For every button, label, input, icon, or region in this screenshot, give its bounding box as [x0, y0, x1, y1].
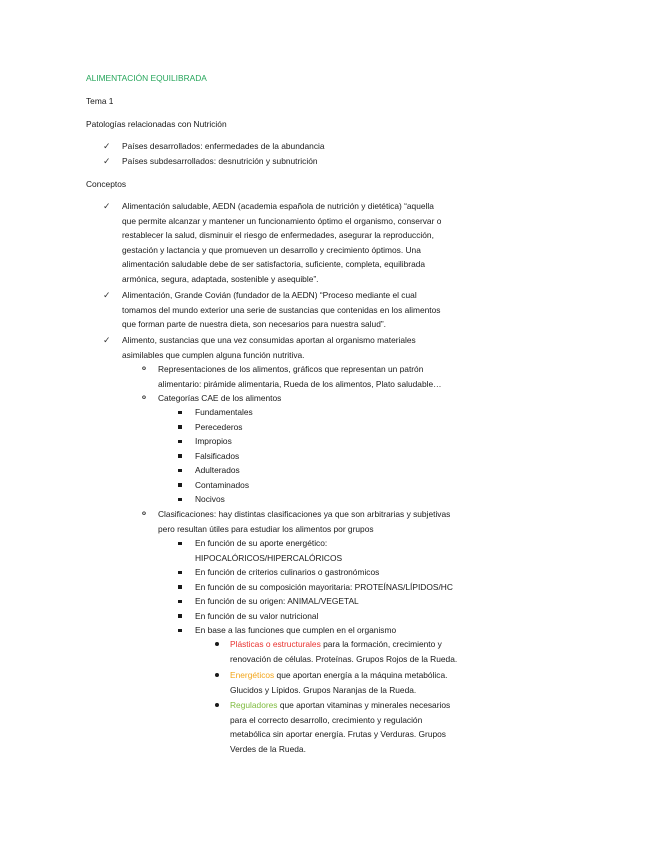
category-item: Falsificados: [195, 450, 240, 461]
circle-bullet-icon: o: [142, 394, 146, 401]
sub-item-text: Clasificaciones: hay distintas clasificaciones ya que son arbitrarias y subjetivas: [158, 509, 451, 519]
checkmark-icon: ✓: [103, 156, 111, 166]
function-text: para el correcto desarrollo, crecimiento y regulación: [230, 714, 423, 725]
criterion-item: En función de su composición mayoritaria: PROTEÍNAS/LÍPIDOS/HC: [195, 581, 453, 592]
sub-item-text: pero resultan útiles para estudiar los alimentos por grupos: [158, 523, 374, 534]
function-item: [230, 698, 450, 713]
concept-text: que permite alcanzar y mantener un funcionamiento óptimo el organismo, conservar o: [122, 215, 442, 226]
concept-text: armónica, segura, adaptada, sostenible y asequible”.: [122, 273, 319, 284]
square-bullet-icon: [178, 600, 182, 604]
category-item: Impropios: [195, 436, 232, 446]
square-bullet-icon: [178, 483, 182, 487]
function-text: Glucidos y Lípidos. Grupos Naranjas de la Rueda.: [230, 684, 417, 695]
criterion-item: En función de criterios culinarios o gastronómicos: [195, 567, 380, 577]
function-keyword: Plásticas o estructurales: [230, 639, 321, 649]
square-bullet-icon: [178, 629, 182, 633]
checkmark-icon: ✓: [103, 141, 111, 151]
sub-item-text: Categorías CAE de los alimentos: [158, 393, 282, 403]
concept-text: Alimento, sustancias que una vez consumidas aportan al organismo materiales: [122, 335, 416, 345]
category-item: Nocivos: [195, 494, 225, 504]
concept-text: Alimentación, Grande Covián (fundador de la AEDN) “Proceso mediante el cual: [122, 290, 417, 300]
pathology-item: Países desarrollados: enfermedades de la abundancia: [122, 141, 325, 151]
function-text: que aportan vitaminas y minerales necesarios: [277, 700, 451, 710]
checkmark-icon: ✓: [103, 201, 111, 211]
circle-bullet-icon: o: [142, 510, 146, 517]
dot-bullet-icon: [215, 703, 219, 707]
checkmark-icon: ✓: [103, 335, 111, 345]
category-item: Contaminados: [195, 479, 250, 490]
concept-text: alimentación saludable debe de ser satisfactoria, suficiente, completa, equilibrada: [122, 259, 426, 269]
sub-item-text: alimentario: pirámide alimentaria, Rueda de los alimentos, Plato saludable…: [158, 378, 442, 389]
function-item: [230, 637, 442, 652]
square-bullet-icon: [178, 411, 182, 415]
concept-text: gestación y lactancia y que promueven un desarrollo y crecimiento óptimos. Una: [122, 244, 421, 255]
function-item: [230, 668, 447, 683]
function-keyword: Reguladores: [230, 700, 278, 710]
square-bullet-icon: [178, 571, 182, 575]
concept-text: restablecer la salud, disminuir el riesgo de enfermedades, asegurar la reproducción,: [122, 230, 434, 240]
pathology-item: Países subdesarrollados: desnutrición y subnutrición: [122, 156, 318, 166]
concept-text: tomamos del mundo exterior una serie de sustancias que contenidas en los alimentos: [122, 304, 441, 315]
criterion-item: En función de su origen: ANIMAL/VEGETAL: [195, 596, 359, 606]
criterion-item: En función de su valor nutricional: [195, 610, 319, 621]
square-bullet-icon: [178, 542, 182, 546]
category-item: Adulterados: [195, 465, 240, 475]
concept-text: asimilables que cumplen alguna función nutritiva.: [122, 349, 305, 360]
criterion-item: En función de su aporte energético:: [195, 538, 328, 548]
square-bullet-icon: [178, 498, 182, 502]
concepts-heading: Conceptos: [86, 179, 127, 189]
dot-bullet-icon: [215, 642, 219, 646]
criterion-item: HIPOCALÓRICOS/HIPERCALÓRICOS: [195, 552, 343, 563]
criterion-item: En base a las funciones que cumplen en el organismo: [195, 625, 397, 635]
document-title: ALIMENTACIÓN EQUILIBRADA: [86, 73, 207, 83]
function-keyword: Energéticos: [230, 670, 275, 680]
square-bullet-icon: [178, 469, 182, 473]
concept-text: Alimentación saludable, AEDN (academia española de nutrición y dietética) “aquella: [122, 201, 434, 211]
square-bullet-icon: [178, 585, 182, 589]
dot-bullet-icon: [215, 673, 219, 677]
function-text: renovación de células. Proteínas. Grupos Rojos de la Rueda.: [230, 653, 458, 664]
square-bullet-icon: [178, 454, 182, 458]
circle-bullet-icon: o: [142, 365, 146, 372]
theme-heading: Tema 1: [86, 96, 114, 106]
category-item: Perecederos: [195, 421, 243, 432]
concept-text: que forman parte de nuestra dieta, son necesarios para nuestra salud”.: [122, 319, 386, 329]
sub-item-text: Representaciones de los alimentos, gráficos que representan un patrón: [158, 364, 424, 374]
square-bullet-icon: [178, 425, 182, 429]
square-bullet-icon: [178, 614, 182, 618]
function-text: metabólica sin aportar energía. Frutas y Verduras. Grupos: [230, 729, 446, 739]
checkmark-icon: ✓: [103, 290, 111, 300]
square-bullet-icon: [178, 440, 182, 444]
function-text: que aportan energía a la máquina metabólica.: [274, 670, 448, 680]
function-text: Verdes de la Rueda.: [230, 743, 306, 754]
pathology-heading: Patologías relacionadas con Nutrición: [86, 119, 227, 129]
category-item: Fundamentales: [195, 407, 253, 417]
function-text: para la formación, crecimiento y: [320, 639, 442, 649]
